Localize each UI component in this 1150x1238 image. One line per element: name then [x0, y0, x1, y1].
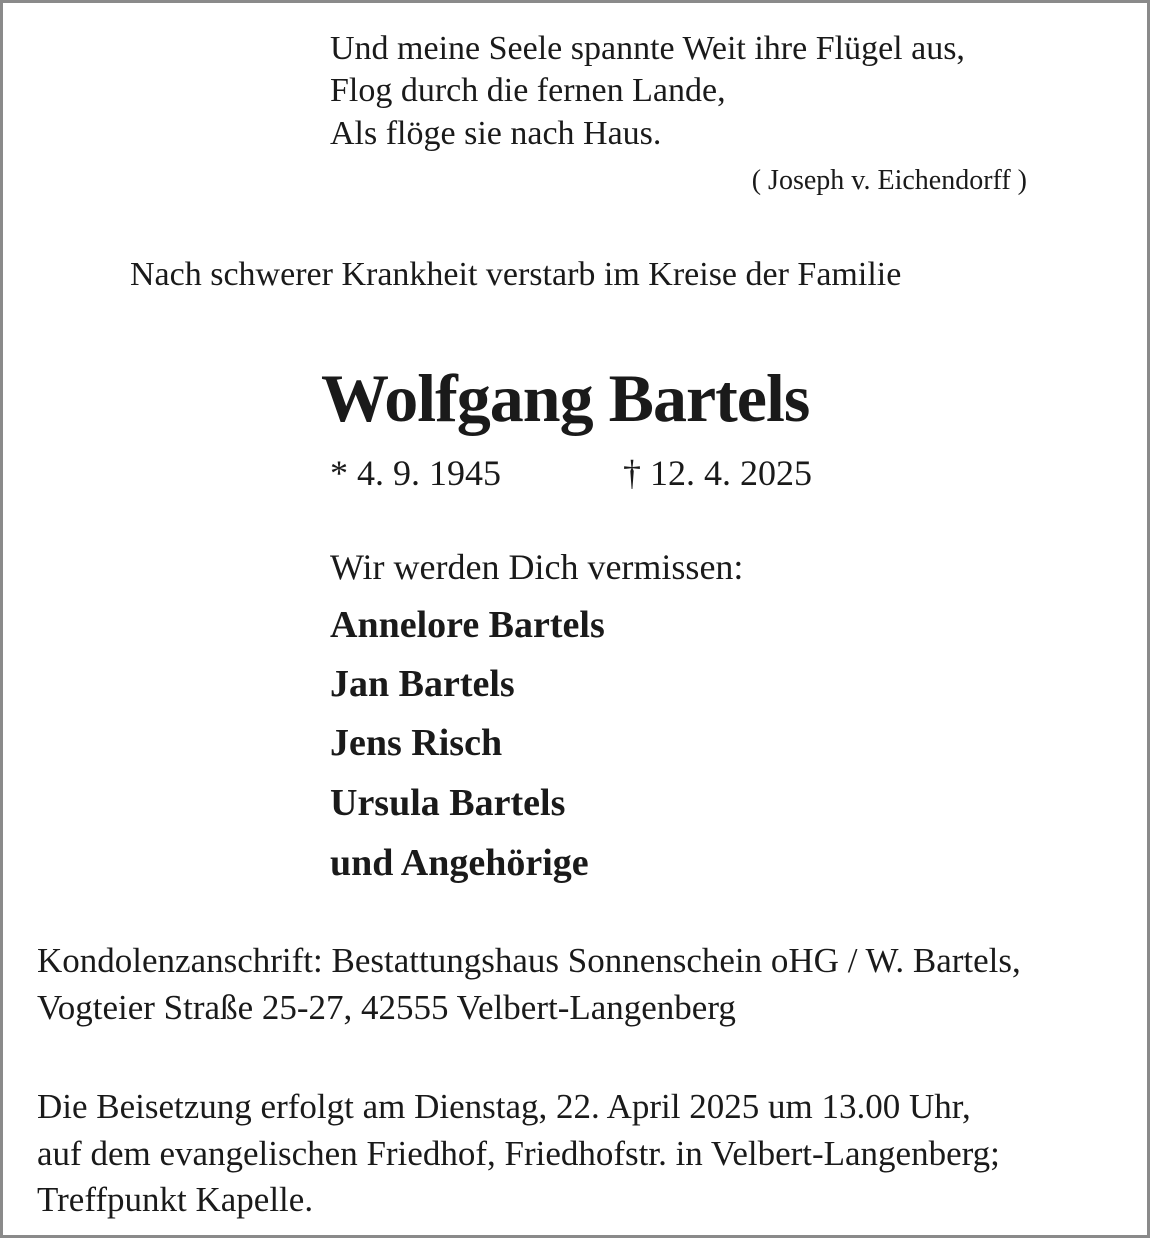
poem-attribution: ( Joseph v. Eichendorff ): [751, 165, 1027, 196]
deceased-name: Wolfgang Bartels: [321, 360, 810, 436]
condolence-line: Kondolenzanschrift: Bestattungshaus Sonnenschein oHG / W. Bartels,: [37, 941, 1021, 980]
birth-date: * 4. 9. 1945: [330, 453, 501, 493]
mourner-name: Jan Bartels: [330, 663, 515, 705]
intro-text: Nach schwerer Krankheit verstarb im Kreise der Familie: [130, 256, 902, 293]
funeral-line: Treffpunkt Kapelle.: [37, 1180, 314, 1219]
poem-line: Als flöge sie nach Haus.: [330, 115, 662, 152]
mourner-name: und Angehörige: [330, 842, 589, 884]
death-date: † 12. 4. 2025: [623, 453, 812, 493]
condolence-line: Vogteier Straße 25-27, 42555 Velbert-Langenberg: [37, 988, 736, 1027]
mourner-name: Jens Risch: [330, 722, 503, 764]
mourners-heading: Wir werden Dich vermissen:: [330, 547, 744, 587]
mourner-name: Ursula Bartels: [330, 782, 566, 824]
poem-line: Flog durch die fernen Lande,: [330, 72, 726, 109]
mourner-name: Annelore Bartels: [330, 604, 605, 646]
funeral-line: auf dem evangelischen Friedhof, Friedhofstr. in Velbert-Langenberg;: [37, 1134, 1000, 1173]
funeral-line: Die Beisetzung erfolgt am Dienstag, 22. April 2025 um 13.00 Uhr,: [37, 1087, 971, 1126]
poem-line: Und meine Seele spannte Weit ihre Flügel aus,: [330, 30, 965, 67]
